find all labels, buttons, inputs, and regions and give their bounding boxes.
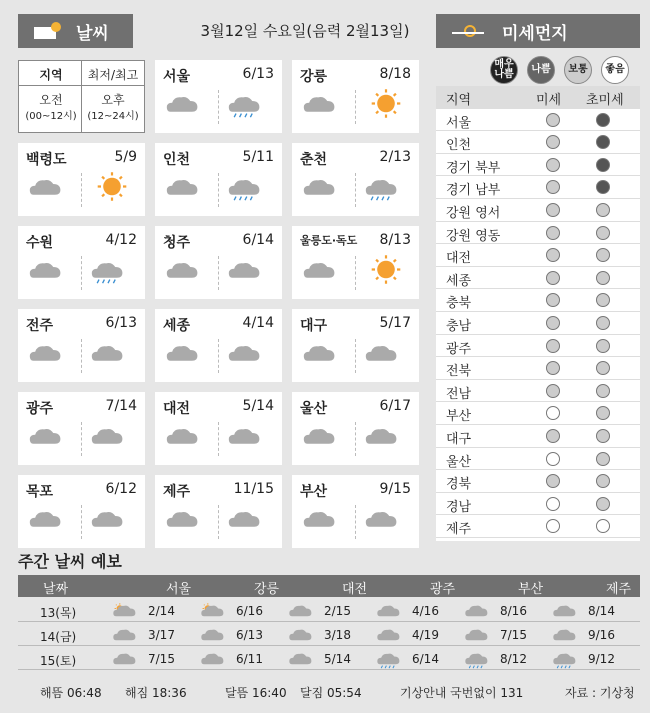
weekly-row <box>18 600 640 622</box>
sunset-label: 해짐 18:36 <box>125 686 187 700</box>
city-temp: 8/13 <box>379 232 411 248</box>
city-name: 수원 <box>26 235 54 251</box>
dust-region: 대구 <box>446 432 472 447</box>
city-cell <box>155 309 282 382</box>
weekly-row <box>18 648 640 670</box>
dust-row <box>436 515 640 538</box>
pm10-dot <box>546 452 560 466</box>
weekly-head-cell: 강릉 <box>254 582 280 597</box>
divider <box>355 339 356 373</box>
city-temp: 4/14 <box>242 315 274 331</box>
cloud-icon <box>464 626 490 646</box>
dust-title: 미세먼지 <box>502 23 568 44</box>
city-temp: 6/12 <box>105 481 137 497</box>
sun-icon <box>364 87 408 120</box>
rain-icon <box>227 175 263 202</box>
pm10-dot <box>546 271 560 285</box>
cloud-icon <box>90 507 126 534</box>
weekly-temp: 8/14 <box>588 604 615 618</box>
cloud-icon <box>165 507 201 534</box>
pm10-dot <box>546 248 560 262</box>
dust-row <box>436 448 640 471</box>
source-label: 자료 : 기상청 <box>565 686 635 700</box>
cloud-icon <box>302 341 338 368</box>
city-name: 울릉도·독도 <box>300 234 358 247</box>
weekly-head-cell: 서울 <box>166 582 192 597</box>
dust-row <box>436 176 640 199</box>
city-cell <box>292 143 419 216</box>
city-name: 부산 <box>300 484 328 500</box>
divider <box>218 256 219 290</box>
sun-cloud-icon <box>32 19 68 43</box>
divider <box>218 339 219 373</box>
rain-icon <box>376 650 402 670</box>
divider <box>81 256 82 290</box>
weekly-temp: 2/14 <box>148 604 175 618</box>
cloud-icon <box>28 424 64 451</box>
divider <box>218 422 219 456</box>
pm25-dot <box>596 113 610 127</box>
dust-region: 충남 <box>446 319 472 334</box>
city-name: 대전 <box>163 401 191 417</box>
dust-row <box>436 289 640 312</box>
weekly-title: 주간 날씨 예보 <box>18 552 122 571</box>
cloud-icon <box>28 341 64 368</box>
city-name: 춘천 <box>300 152 328 168</box>
cloud-icon <box>288 650 314 670</box>
city-temp: 5/11 <box>242 149 274 165</box>
city-cell <box>292 392 419 465</box>
dust-row <box>436 470 640 493</box>
legend-am: 오전 <box>39 93 63 107</box>
cloud-icon <box>364 341 400 368</box>
weekly-temp: 6/11 <box>236 652 263 666</box>
date-label: 3월12일 수요일(음력 2월13일) <box>200 22 410 40</box>
dust-row <box>436 380 640 403</box>
pm10-dot <box>546 429 560 443</box>
city-temp: 7/14 <box>105 398 137 414</box>
wind-icon <box>450 19 490 43</box>
city-cell <box>18 226 145 299</box>
dust-row <box>436 425 640 448</box>
weekly-temp: 9/16 <box>588 628 615 642</box>
weekly-row <box>18 624 640 646</box>
dust-region: 경북 <box>446 477 472 493</box>
weekly-head-cell: 제주 <box>606 582 632 597</box>
cloud-icon <box>28 507 64 534</box>
pm10-dot <box>546 519 560 533</box>
city-temp: 9/15 <box>379 481 411 497</box>
weekly-temp: 6/14 <box>412 652 439 666</box>
rain-icon <box>364 175 400 202</box>
city-cell <box>18 475 145 548</box>
city-temp: 2/13 <box>379 149 411 165</box>
pm25-dot <box>596 248 610 262</box>
dust-level-badge: 보통 <box>564 56 592 84</box>
divider <box>355 256 356 290</box>
dust-header <box>436 14 640 48</box>
moonrise-label: 달뜸 16:40 <box>225 686 287 700</box>
city-temp: 5/14 <box>242 398 274 414</box>
pm25-dot <box>596 158 610 172</box>
dust-row <box>436 222 640 245</box>
weather-title: 날씨 <box>76 23 109 44</box>
legend-box <box>18 60 145 133</box>
divider <box>81 173 82 207</box>
pm10-dot <box>546 474 560 488</box>
rain-icon <box>90 258 126 285</box>
city-name: 백령도 <box>26 152 67 168</box>
dust-region: 전남 <box>446 386 472 402</box>
city-name: 서울 <box>163 69 191 85</box>
dust-head-pm25: 초미세 <box>586 93 624 108</box>
pm25-dot <box>596 384 610 398</box>
pm25-dot <box>596 406 610 420</box>
divider <box>355 505 356 539</box>
weekly-temp: 8/16 <box>500 604 527 618</box>
weekly-head-cell: 부산 <box>518 582 544 597</box>
cloud-icon <box>376 626 402 646</box>
cloud-icon <box>112 650 138 670</box>
pm10-dot <box>546 226 560 240</box>
dust-row <box>436 357 640 380</box>
city-temp: 8/18 <box>379 66 411 82</box>
dust-row <box>436 402 640 425</box>
weekly-temp: 6/16 <box>236 604 263 618</box>
city-name: 광주 <box>26 401 54 417</box>
weekly-temp: 4/16 <box>412 604 439 618</box>
pm10-dot <box>546 158 560 172</box>
cloud-icon <box>227 258 263 285</box>
pm25-dot <box>596 452 610 466</box>
pm10-dot <box>546 135 560 149</box>
divider <box>218 90 219 124</box>
legend-region: 지역 <box>39 68 63 82</box>
city-temp: 6/13 <box>242 66 274 82</box>
dust-region: 제주 <box>446 522 472 538</box>
city-name: 인천 <box>163 152 191 168</box>
city-cell <box>155 392 282 465</box>
dust-region: 경남 <box>446 499 472 515</box>
cloud-icon <box>302 92 338 119</box>
city-temp: 6/14 <box>242 232 274 248</box>
dust-region: 강원 영서 <box>446 206 501 221</box>
dust-region: 울산 <box>446 454 472 470</box>
pm25-dot <box>596 429 610 443</box>
cloud-icon <box>288 626 314 646</box>
pm25-dot <box>596 519 610 533</box>
city-cell <box>292 226 419 299</box>
pm25-dot <box>596 316 610 330</box>
sun-icon <box>364 253 408 286</box>
city-temp: 6/13 <box>105 315 137 331</box>
rain-icon <box>552 650 578 670</box>
dust-head-pm10: 미세 <box>536 93 562 108</box>
sun-icon <box>90 170 134 203</box>
divider <box>355 422 356 456</box>
city-cell <box>18 392 145 465</box>
legend-minmax: 최저/최고 <box>87 68 139 82</box>
dust-region: 경기 남부 <box>446 183 501 199</box>
weekly-temp: 7/15 <box>500 628 527 642</box>
dust-region: 인천 <box>446 138 472 154</box>
city-cell <box>155 60 282 133</box>
cloud-icon <box>302 175 338 202</box>
cloud-icon <box>28 175 64 202</box>
cloud-icon <box>165 175 201 202</box>
city-name: 전주 <box>26 318 54 334</box>
city-name: 제주 <box>163 484 191 500</box>
cloud-icon <box>364 507 400 534</box>
divider <box>81 339 82 373</box>
dust-table <box>436 86 640 541</box>
city-temp: 11/15 <box>233 481 274 497</box>
dust-region: 광주 <box>446 341 472 357</box>
city-cell <box>155 475 282 548</box>
pm25-dot <box>596 226 610 240</box>
weekly-temp: 4/19 <box>412 628 439 642</box>
pm10-dot <box>546 361 560 375</box>
dust-row <box>436 199 640 222</box>
rain-icon <box>227 92 263 119</box>
cloud-icon <box>90 341 126 368</box>
dust-region: 강원 영동 <box>446 228 501 244</box>
city-name: 강릉 <box>300 69 328 85</box>
weekly-header <box>18 575 640 597</box>
dust-row <box>436 312 640 335</box>
pm10-dot <box>546 203 560 217</box>
pm10-dot <box>546 497 560 511</box>
info-label: 기상안내 국번없이 131 <box>400 686 524 700</box>
suncloud-icon <box>112 602 138 622</box>
dust-level-badge: 매우나쁨 <box>490 56 518 84</box>
cloud-icon <box>552 626 578 646</box>
dust-head-row <box>436 86 640 109</box>
weekly-temp: 5/14 <box>324 652 351 666</box>
cloud-icon <box>165 424 201 451</box>
cloud-icon <box>376 602 402 622</box>
dust-row <box>436 154 640 177</box>
dust-level-badge: 좋음 <box>601 56 629 84</box>
city-cell <box>292 309 419 382</box>
weekly-date: 14(금) <box>40 630 77 644</box>
weekly-temp: 8/12 <box>500 652 527 666</box>
weather-header <box>18 14 133 48</box>
city-name: 목포 <box>26 484 54 500</box>
dust-region: 서울 <box>446 115 472 131</box>
dust-region: 전북 <box>446 364 472 380</box>
dust-row <box>436 109 640 132</box>
dust-head-region: 지역 <box>446 93 472 108</box>
city-cell <box>292 60 419 133</box>
legend-pm: 오후 <box>101 93 125 107</box>
weekly-temp: 3/17 <box>148 628 175 642</box>
pm10-dot <box>546 316 560 330</box>
weekly-temp: 6/13 <box>236 628 263 642</box>
divider <box>355 90 356 124</box>
rain-icon <box>464 650 490 670</box>
pm25-dot <box>596 203 610 217</box>
pm10-dot <box>546 406 560 420</box>
cloud-icon <box>227 507 263 534</box>
suncloud-icon <box>200 602 226 622</box>
divider <box>355 173 356 207</box>
dust-region: 세종 <box>446 273 472 289</box>
cloud-icon <box>28 258 64 285</box>
moonset-label: 달짐 05:54 <box>300 686 362 700</box>
dust-row <box>436 335 640 358</box>
pm10-dot <box>546 293 560 307</box>
pm25-dot <box>596 497 610 511</box>
weekly-date: 13(목) <box>40 606 77 620</box>
weekly-date: 15(토) <box>40 654 77 668</box>
cloud-icon <box>302 424 338 451</box>
cloud-icon <box>112 626 138 646</box>
pm25-dot <box>596 180 610 194</box>
city-cell <box>155 226 282 299</box>
sunrise-label: 해뜸 06:48 <box>40 686 102 700</box>
legend-pm-range: (12~24시) <box>87 111 139 122</box>
legend-am-range: (00~12시) <box>25 111 77 122</box>
pm10-dot <box>546 384 560 398</box>
weekly-temp: 9/12 <box>588 652 615 666</box>
city-name: 대구 <box>300 318 328 334</box>
pm10-dot <box>546 180 560 194</box>
weekly-temp: 7/15 <box>148 652 175 666</box>
pm25-dot <box>596 339 610 353</box>
city-temp: 5/17 <box>379 315 411 331</box>
cloud-icon <box>227 341 263 368</box>
dust-row <box>436 267 640 290</box>
pm25-dot <box>596 135 610 149</box>
pm25-dot <box>596 271 610 285</box>
city-cell <box>18 143 145 216</box>
city-cell <box>292 475 419 548</box>
cloud-icon <box>364 424 400 451</box>
dust-region: 부산 <box>446 409 472 425</box>
cloud-icon <box>90 424 126 451</box>
cloud-icon <box>200 650 226 670</box>
weekly-temp: 3/18 <box>324 628 351 642</box>
dust-row <box>436 493 640 516</box>
weekly-head-cell: 광주 <box>430 582 456 597</box>
cloud-icon <box>302 507 338 534</box>
pm25-dot <box>596 474 610 488</box>
cloud-icon <box>288 602 314 622</box>
cloud-icon <box>165 92 201 119</box>
city-temp: 4/12 <box>105 232 137 248</box>
divider <box>81 422 82 456</box>
city-name: 울산 <box>300 401 328 417</box>
weekly-head-cell: 날짜 <box>43 582 69 597</box>
pm25-dot <box>596 361 610 375</box>
divider <box>218 173 219 207</box>
divider <box>218 505 219 539</box>
city-temp: 6/17 <box>379 398 411 414</box>
divider <box>81 505 82 539</box>
dust-row <box>436 131 640 154</box>
cloud-icon <box>302 258 338 285</box>
cloud-icon <box>165 258 201 285</box>
cloud-icon <box>165 341 201 368</box>
cloud-icon <box>200 626 226 646</box>
pm25-dot <box>596 293 610 307</box>
pm10-dot <box>546 113 560 127</box>
weekly-head-cell: 대전 <box>342 582 368 597</box>
city-name: 세종 <box>163 318 191 334</box>
pm10-dot <box>546 339 560 353</box>
weekly-temp: 2/15 <box>324 604 351 618</box>
dust-region: 충북 <box>446 296 472 312</box>
dust-level-badge: 나쁨 <box>527 56 555 84</box>
city-cell <box>155 143 282 216</box>
dust-region: 대전 <box>446 251 472 267</box>
dust-row <box>436 244 640 267</box>
cloud-icon <box>552 602 578 622</box>
city-name: 청주 <box>163 235 191 251</box>
cloud-icon <box>227 424 263 451</box>
city-temp: 5/9 <box>114 149 137 165</box>
cloud-icon <box>464 602 490 622</box>
city-cell <box>18 309 145 382</box>
dust-region: 경기 북부 <box>446 160 501 176</box>
